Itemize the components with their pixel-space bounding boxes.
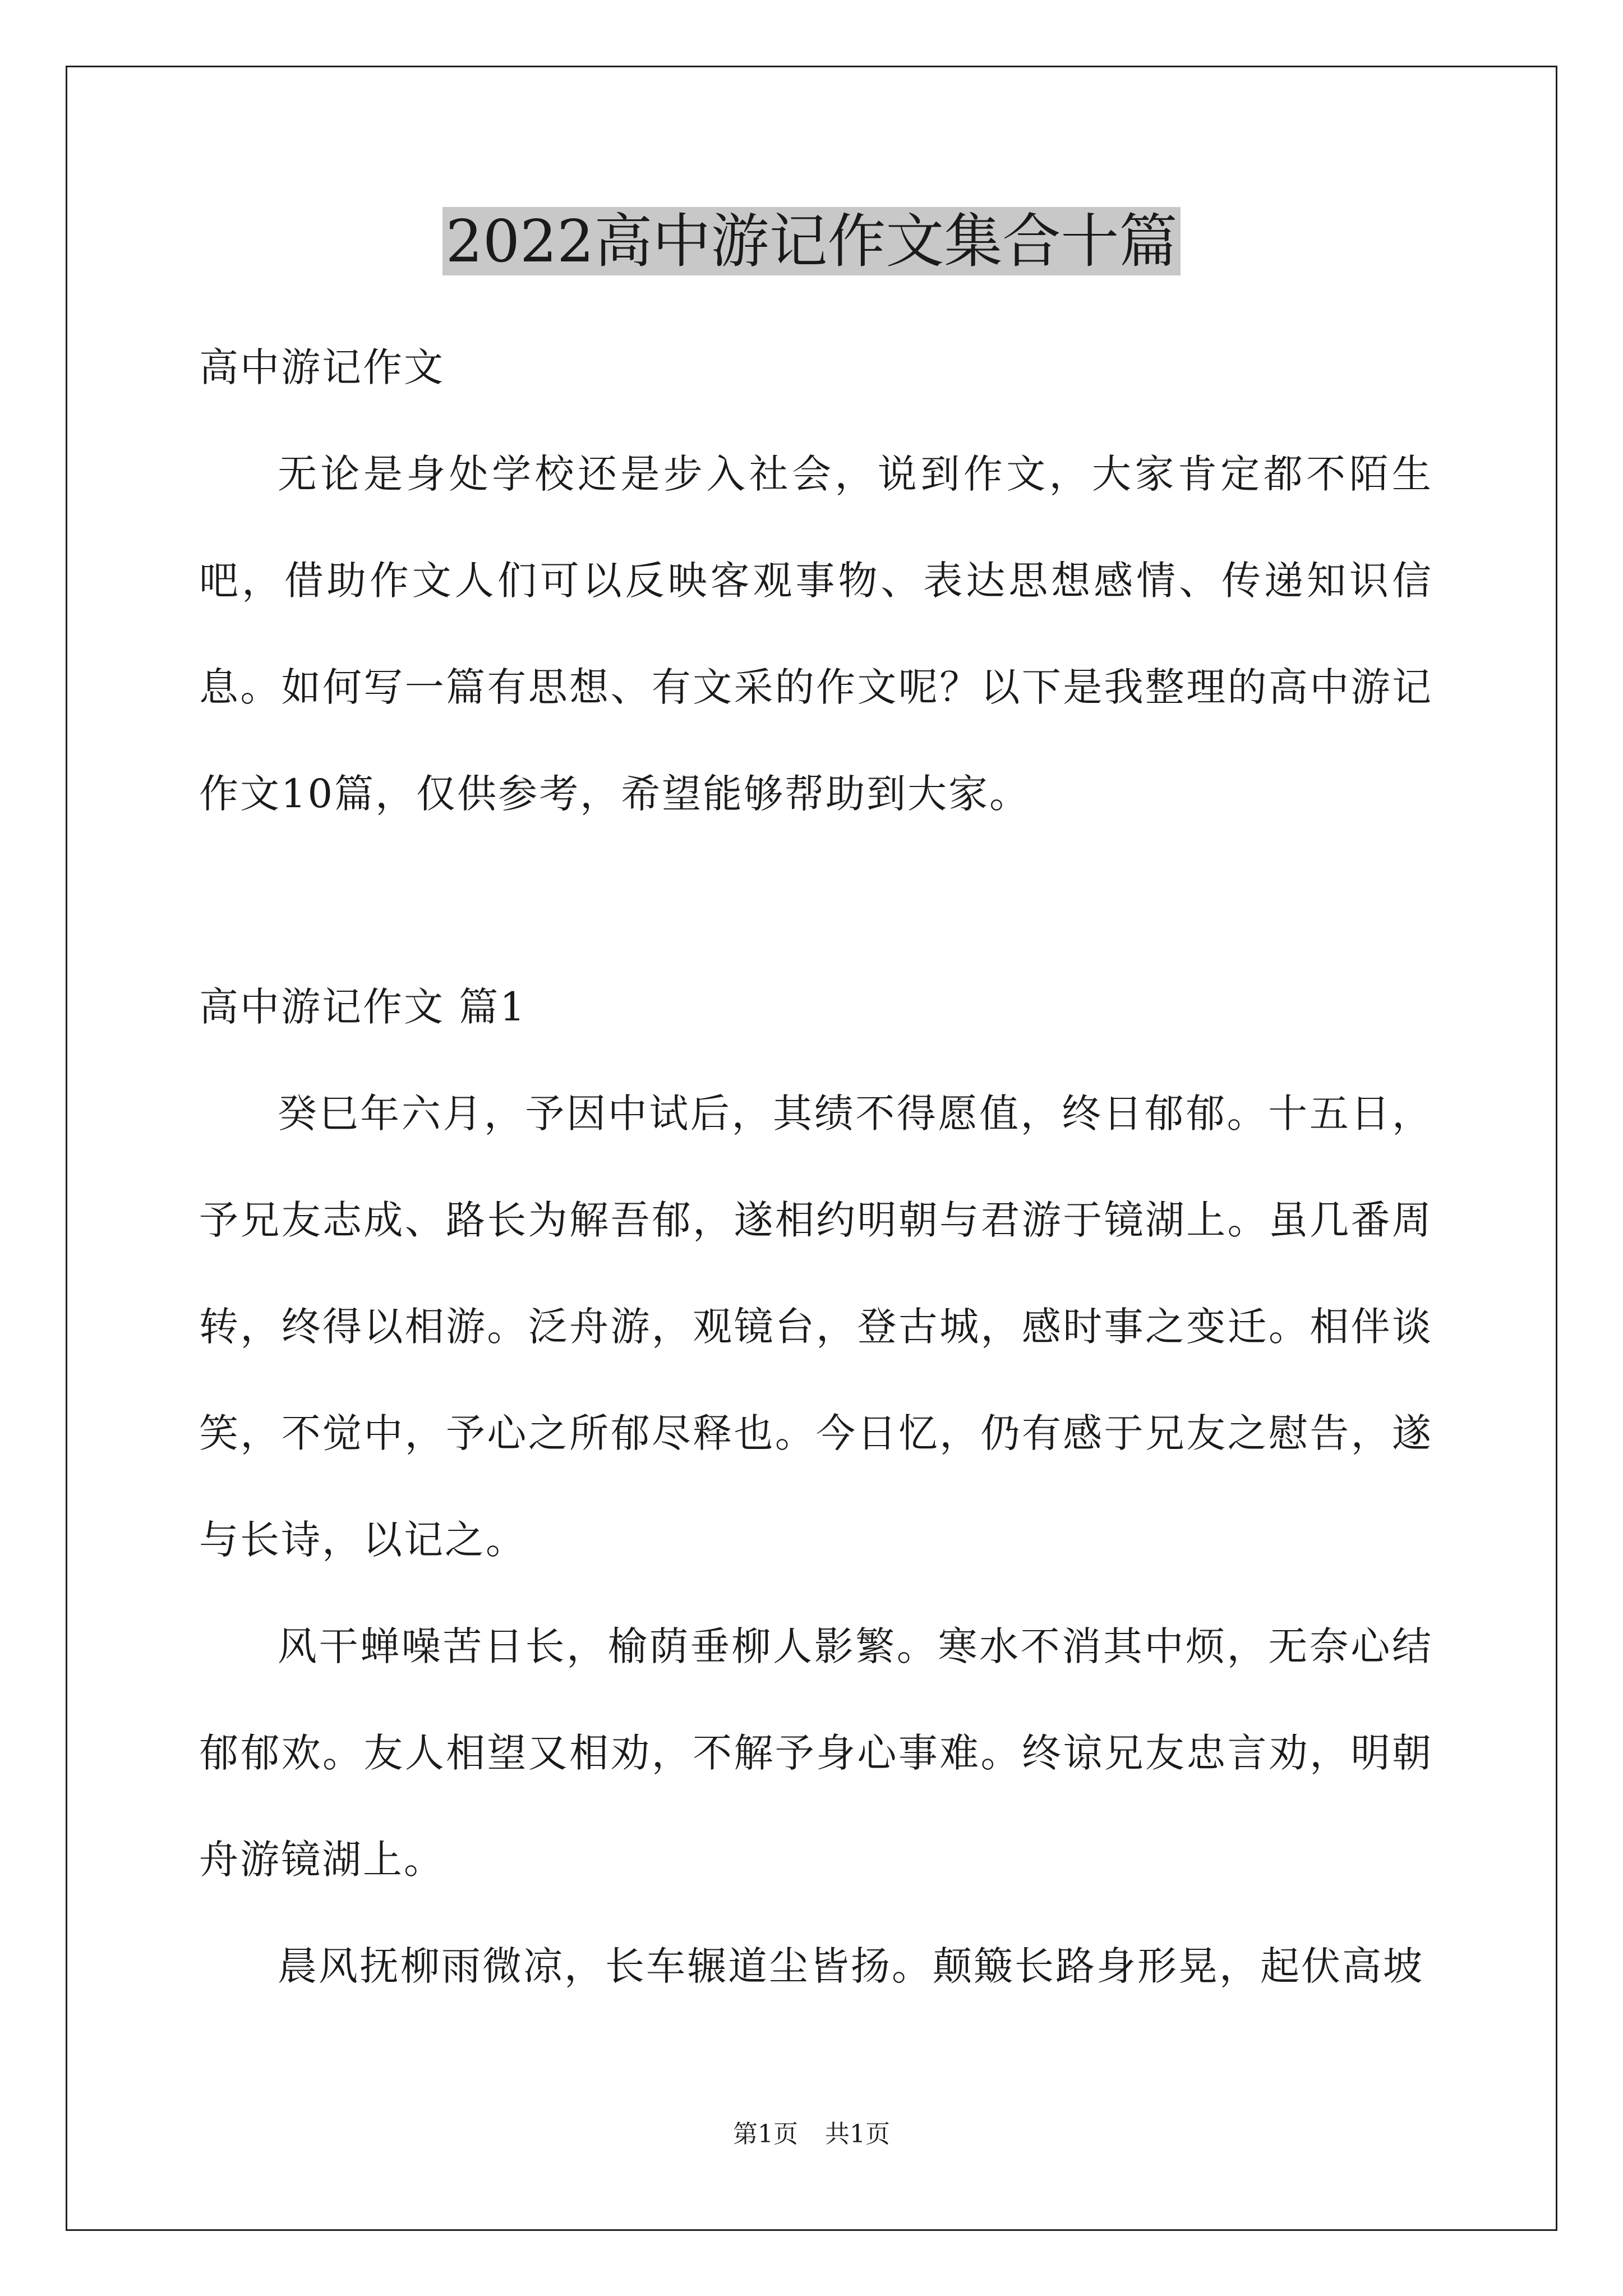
section-paragraph-1: 癸巳年六月，予因中试后，其绩不得愿值，终日郁郁。十五日，予兄友志成、路长为解吾郁，遂相约明朝与君游于镜湖上。虽几番周转，终得以相游。泛舟游，观镜台，登古城，感时事之变迁。相伴谈笑，不觉中，予心之所郁尽释也。今日忆，仍有感于兄友之慰告，遂与长诗，以记之。 xyxy=(199,1091,1433,1563)
intro-heading: 高中游记作文 xyxy=(199,344,445,390)
intro-paragraph: 无论是身处学校还是步入社会，说到作文，大家肯定都不陌生吧，借助作文人们可以反映客观事物、表达思想感情、传递知识信息。如何写一篇有思想、有文采的作文呢？以下是我整理的高中游记作文10篇，仅供参考，希望能够帮助到大家。 xyxy=(199,451,1433,817)
section-spacer xyxy=(199,847,1433,954)
section-heading: 高中游记作文 篇1 xyxy=(199,984,527,1030)
document-title xyxy=(0,199,1623,283)
page-total: 共1页 xyxy=(825,2120,890,2148)
document-body xyxy=(199,314,1433,2019)
section-paragraph-3: 晨风抚柳雨微凉，长车辗道尘皆扬。颠簸长路身形晃，起伏高坡 xyxy=(278,1943,1424,1989)
document-title-text: 2022高中游记作文集合十篇 xyxy=(442,207,1181,275)
page-footer xyxy=(0,2118,1623,2151)
section-paragraph-2: 风干蝉噪苦日长，榆荫垂柳人影繁。寒水不消其中烦，无奈心结郁郁欢。友人相望又相劝，不解予身心事难。终谅兄友忠言劝，明朝舟游镜湖上。 xyxy=(199,1623,1433,1883)
page-number: 第1页 xyxy=(733,2120,798,2148)
